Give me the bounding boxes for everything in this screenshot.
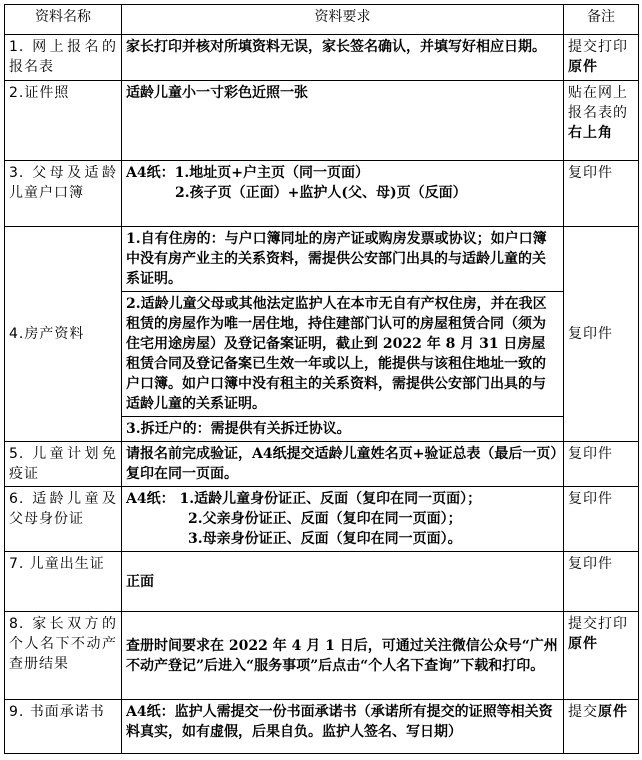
req-line: A4纸：1.地址页+户主页（同一页面） bbox=[126, 165, 369, 181]
row-name: 8. 家长双方的个人名下不动产查册结果 bbox=[5, 612, 122, 700]
row-requirement bbox=[122, 227, 564, 442]
table-row bbox=[5, 81, 639, 161]
note-text: 提交打印 bbox=[568, 616, 628, 632]
row-name: 4.房产资料 bbox=[5, 227, 122, 442]
table-row bbox=[5, 612, 639, 700]
row-note: 复印件 bbox=[564, 161, 639, 227]
table-row bbox=[5, 700, 639, 754]
note-bold: 右上角 bbox=[568, 125, 613, 141]
note-text: 提交打印 bbox=[568, 39, 628, 55]
row-note: 复印件 bbox=[564, 227, 639, 442]
row-requirement: 查册时间要求在 2022 年 4 月 1 日后，可通过关注微信公众号“广州不动产登记”后进入“服务事项”后点击“个人名下查询”下载和打印。 bbox=[122, 612, 564, 700]
row-note: 复印件 bbox=[564, 442, 639, 487]
req-line: 2.孩子页（正面）+监护人(父、母)页（反面） bbox=[175, 185, 467, 201]
header-note: 备注 bbox=[564, 5, 639, 35]
req-sub-item: 2.适龄儿童父母或其他法定监护人在本市无自有产权住房，并在我区租赁的房屋作为唯一居住地，持住建部门认可的房屋租赁合同（须为住宅用途房屋）及登记备案证明，截止到 2022 年 8 月 31 日房屋租赁合同及登记备案已生效一年或以上，能提供与该租住地址一致的户口簿。如户口簿中没有租主的关系资料，需提供公安部门出具的与适龄儿童的关系证明。 bbox=[122, 292, 563, 417]
req-line: 3.母亲身份证正、反面（复印在同一页面）。 bbox=[188, 531, 462, 547]
table-row bbox=[5, 487, 639, 552]
row-note: 复印件 bbox=[564, 552, 639, 612]
row-requirement: 家长打印并核对所填资料无误，家长签名确认，并填写好相应日期。 bbox=[122, 35, 564, 81]
row-name: 2.证件照 bbox=[5, 81, 122, 161]
table-row bbox=[5, 552, 639, 612]
row-note bbox=[564, 81, 639, 161]
note-bold: 原件 bbox=[568, 59, 598, 75]
table-row bbox=[5, 161, 639, 227]
row-requirement bbox=[122, 161, 564, 227]
row-name: 6. 适龄儿童及父母身份证 bbox=[5, 487, 122, 552]
row-name: 7. 儿童出生证 bbox=[5, 552, 122, 612]
header-row bbox=[5, 5, 639, 35]
note-text: 提交 bbox=[568, 704, 598, 720]
row-name: 5. 儿童计划免疫证 bbox=[5, 442, 122, 487]
row-requirement: A4纸：监护人需提交一份书面承诺书（承诺所有提交的证照等相关资料真实，如有虚假，后果自负。监护人签名、写日期） bbox=[122, 700, 564, 754]
req-sub-item: 3.拆迁户的：需提供有关拆迁协议。 bbox=[126, 421, 351, 437]
req-sub-item: 1.自有住房的：与户口簿同址的房产证或购房发票或协议；如户口簿中没有房产业主的关系资料，需提供公安部门出具的与适龄儿童的关系证明。 bbox=[122, 227, 563, 292]
note-text: 贴在网上报名表的 bbox=[568, 85, 628, 121]
note-bold: 原件 bbox=[598, 704, 628, 720]
table-row bbox=[5, 35, 639, 81]
header-name: 资料名称 bbox=[5, 5, 122, 35]
row-note bbox=[564, 700, 639, 754]
row-name: 3. 父母及适龄儿童户口簿 bbox=[5, 161, 122, 227]
table-row bbox=[5, 442, 639, 487]
row-note bbox=[564, 35, 639, 81]
row-requirement: 正面 bbox=[122, 552, 564, 612]
row-note: 复印件 bbox=[564, 487, 639, 552]
req-line: 2.父亲身份证正、反面（复印在同一页面）； bbox=[188, 511, 462, 527]
note-bold: 原件 bbox=[568, 636, 598, 652]
row-requirement: 适龄儿童小一寸彩色近照一张 bbox=[122, 81, 564, 161]
row-name: 1. 网上报名的报名表 bbox=[5, 35, 122, 81]
req-line: A4纸： 1.适龄儿童身份证正、反面（复印在同一页面）； bbox=[126, 491, 482, 507]
requirements-table bbox=[4, 4, 639, 754]
row-note bbox=[564, 612, 639, 700]
row-requirement bbox=[122, 487, 564, 552]
row-name: 9. 书面承诺书 bbox=[5, 700, 122, 754]
table-row bbox=[5, 227, 639, 442]
row-requirement: 请报名前完成验证，A4纸提交适龄儿童姓名页+验证总表（最后一页）复印在同一页面。 bbox=[122, 442, 564, 487]
header-requirement: 资料要求 bbox=[122, 5, 564, 35]
